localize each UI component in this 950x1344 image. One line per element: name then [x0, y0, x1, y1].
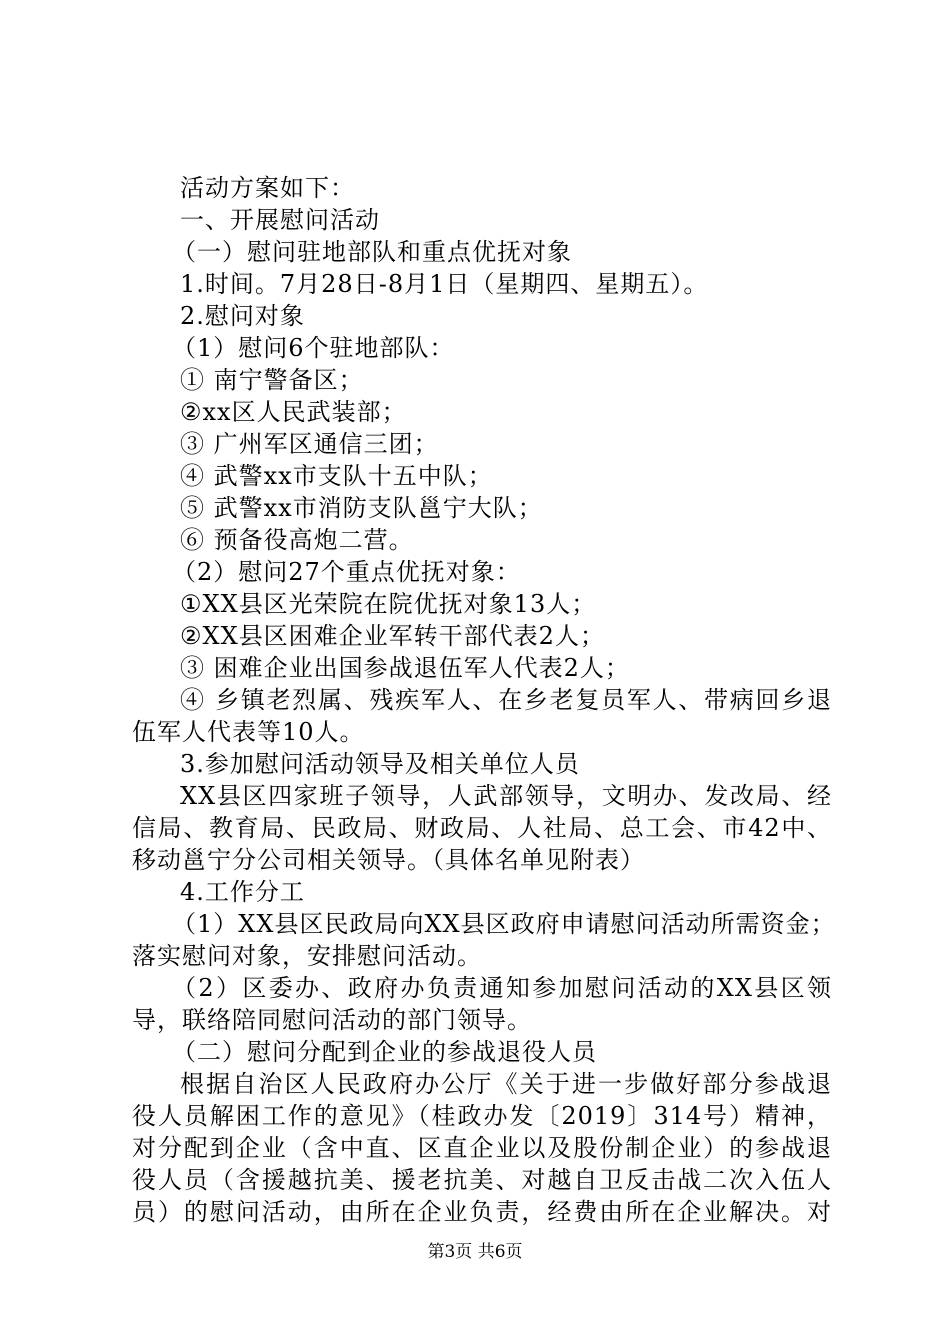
list-item: ①XX县区光荣院在院优抚对象13人；	[180, 590, 597, 618]
text-line: （2）慰问27个重点优抚对象：	[172, 558, 521, 586]
subsection-heading: （二）慰问分配到企业的参战退役人员	[172, 1038, 597, 1066]
paragraph-line: 役人员解困工作的意见》（桂政办发〔2019〕314号）精神，	[132, 1102, 832, 1130]
section-heading: 一、开展慰问活动	[180, 206, 380, 234]
list-item: ②xx区人民武装部；	[180, 398, 407, 426]
text-line: 活动方案如下：	[180, 174, 355, 202]
text-line: 伍军人代表等10人。	[132, 718, 365, 746]
list-item: ③ 广州军区通信三团；	[180, 430, 439, 458]
paragraph-line: 信局、教育局、民政局、财政局、人社局、总工会、市42中、	[132, 814, 832, 842]
list-item: ②XX县区困难企业军转干部代表2人；	[180, 622, 605, 650]
list-item: ④ 武警xx市支队十五中队；	[180, 462, 493, 490]
list-item: ⑥ 预备役高炮二营。	[180, 526, 414, 554]
text-line: （1）慰问6个驻地部队：	[172, 334, 455, 362]
text-line: 2.慰问对象	[180, 302, 305, 330]
paragraph-line: XX县区四家班子领导，人武部领导，文明办、发改局、经	[180, 782, 832, 810]
document-body	[132, 172, 836, 1228]
paragraph-line: 导，联络陪同慰问活动的部门领导。	[132, 1006, 532, 1034]
page-footer: 第3页 共6页	[427, 1242, 523, 1262]
paragraph-line: 落实慰问对象，安排慰问活动。	[132, 942, 482, 970]
list-item: ① 南宁警备区；	[180, 366, 364, 394]
paragraph-line: 移动邕宁分公司相关领导。（具体名单见附表）	[132, 846, 645, 874]
paragraph-line: 根据自治区人民政府办公厅《关于进一步做好部分参战退	[180, 1070, 832, 1098]
text-line: 3.参加慰问活动领导及相关单位人员	[180, 750, 580, 778]
text-line: 4.工作分工	[180, 878, 305, 906]
paragraph-line: 对分配到企业（含中直、区直企业以及股份制企业）的参战退	[132, 1134, 832, 1162]
text-line: 1.时间。7月28日-8月1日（星期四、星期五）。	[180, 270, 709, 298]
paragraph-line: 役人员（含援越抗美、援老抗美、对越自卫反击战二次入伍人	[132, 1166, 832, 1194]
paragraph-line: （2）区委办、政府办负责通知参加慰问活动的XX县区领	[172, 974, 832, 1002]
list-item: ⑤ 武警xx市消防支队邕宁大队；	[180, 494, 543, 522]
paragraph-line: （1）XX县区民政局向XX县区政府申请慰问活动所需资金；	[172, 910, 836, 938]
paragraph-line: 员）的慰问活动，由所在企业负责，经费由所在企业解决。对	[132, 1198, 832, 1226]
list-item: ③ 困难企业出国参战退伍军人代表2人；	[180, 654, 630, 682]
list-item: ④ 乡镇老烈属、残疾军人、在乡老复员军人、带病回乡退	[180, 686, 832, 714]
subsection-heading: （一）慰问驻地部队和重点优抚对象	[172, 238, 572, 266]
